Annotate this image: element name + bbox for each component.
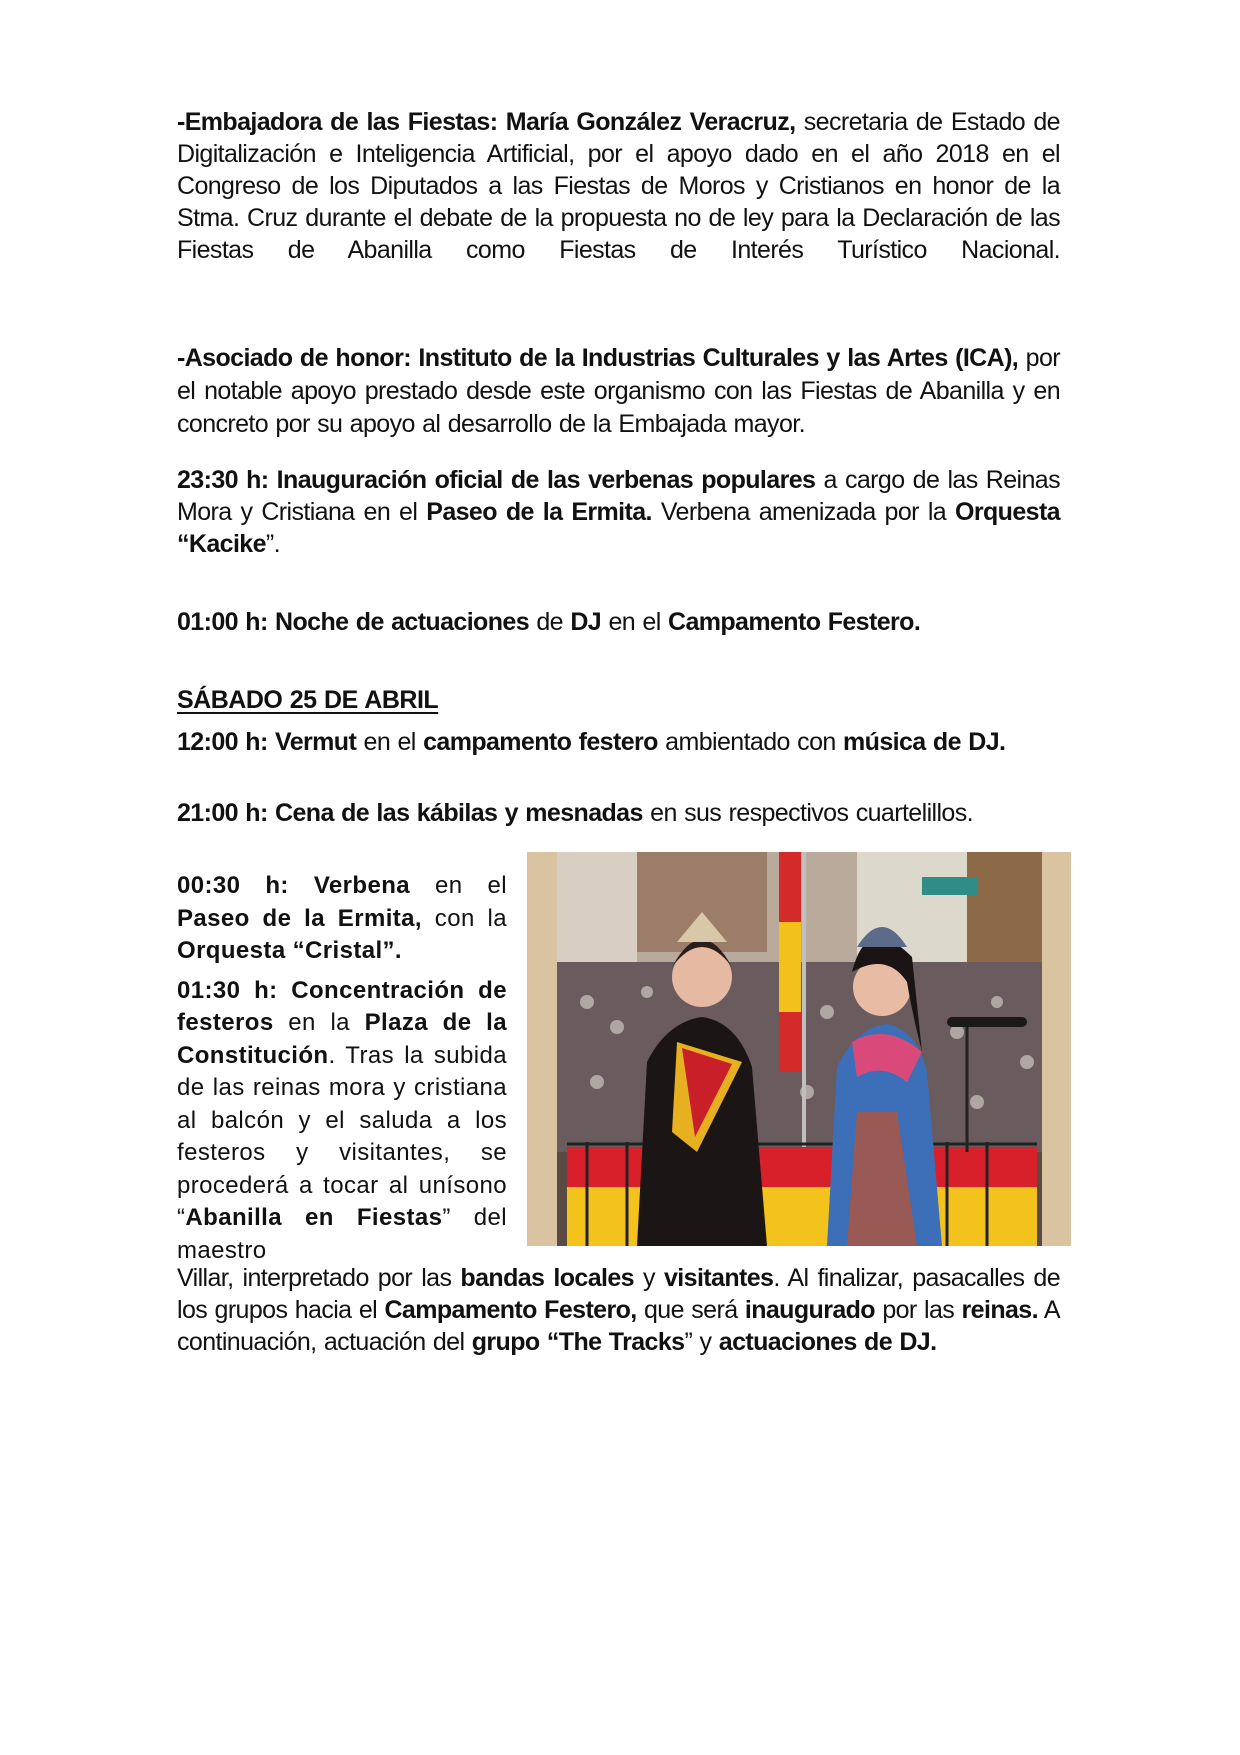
inauguracion-text-2: Verbena amenizada por la xyxy=(651,498,956,526)
paragraph-embajadora xyxy=(177,106,1060,266)
section-embajadora xyxy=(177,106,1060,266)
vermut-text-2: ambientado con xyxy=(657,728,844,756)
paragraph-noche-dj xyxy=(177,606,1060,638)
inauguracion-time-title: 23:30 h: Inauguración oficial de las verbenas populares xyxy=(177,466,816,494)
inauguracion-text-1: a cargo de las Reinas Mora y Cristiana en el xyxy=(177,466,1061,526)
cont-bandas: bandas locales xyxy=(460,1264,634,1292)
verbena-orquesta: Orquesta “Cristal”. xyxy=(177,937,402,964)
paragraph-concentracion xyxy=(177,975,507,1268)
vermut-music: música de DJ. xyxy=(843,728,1006,756)
embajadora-text: secretaria de Estado de Digitalización e Inteligencia Artificial, por el apoyo dado en el año 2018 en el Congreso de los Diputados a las Fiestas de Moros y Cristianos en honor de la Stma. Cruz durante el debate de la propuesta no de ley para la Declaración de las Fiestas de Abanilla como Fiestas de Interés Turístico Nacional. xyxy=(177,108,1060,264)
concentracion-text-3: ” del maestro xyxy=(177,1204,507,1264)
noche-dj-dj: DJ xyxy=(570,608,602,636)
section-inauguracion xyxy=(177,464,1060,560)
paragraph-asociado xyxy=(177,342,1060,441)
cont-visitantes: visitantes xyxy=(664,1264,774,1292)
paragraph-vermut xyxy=(177,726,1060,758)
paragraph-cena xyxy=(177,798,1060,829)
asociado-text: por el notable apoyo prestado desde este organismo con las Fiestas de Abanilla y en concreto por su apoyo al desarrollo de la Embajada mayor. xyxy=(177,344,1060,438)
cont-dj: actuaciones de DJ. xyxy=(718,1328,937,1356)
concentracion-plaza: Plaza de la Constitución xyxy=(177,1009,507,1069)
concentracion-title: 01:30 h: Concentración de festeros xyxy=(177,976,507,1036)
cont-text-4: que será xyxy=(636,1296,745,1324)
noche-dj-text-2: en el xyxy=(601,608,668,636)
section-noche-dj xyxy=(177,606,1060,638)
noche-dj-text-1: de xyxy=(529,608,571,636)
inauguracion-text-3: ”. xyxy=(265,530,280,558)
verbena-venue: Paseo de la Ermita, xyxy=(177,904,422,932)
inauguracion-orquesta: Orquesta “Kacike xyxy=(177,498,1060,558)
section-concentracion-continuation xyxy=(177,1262,1060,1358)
concentracion-text-1: en la xyxy=(273,1009,365,1036)
vermut-title: 12:00 h: Vermut xyxy=(177,728,357,756)
cont-text-6: A continuación, actuación del xyxy=(177,1296,1061,1356)
verbena-text-1: en el xyxy=(410,872,507,899)
section-asociado xyxy=(177,342,1060,441)
paragraph-inauguracion xyxy=(177,464,1060,560)
paragraph-continuation xyxy=(177,1262,1060,1358)
cont-campamento: Campamento Festero, xyxy=(384,1296,637,1324)
cont-text-5: por las xyxy=(874,1296,962,1324)
noche-dj-title: 01:00 h: Noche de actuaciones xyxy=(177,608,530,636)
cena-title: 21:00 h: Cena de las kábilas y mesnadas xyxy=(177,799,643,827)
vermut-text-1: en el xyxy=(356,728,424,756)
section-cena xyxy=(177,798,1060,829)
cena-text: en sus respectivos cuartelillos. xyxy=(642,799,973,827)
section-vermut xyxy=(177,726,1060,758)
paragraph-verbena xyxy=(177,870,507,968)
embajadora-label: -Embajadora de las Fiestas: María González Veracruz, xyxy=(177,108,796,136)
cont-text-3: . Al finalizar, pasacalles de los grupos hacia el xyxy=(177,1264,1060,1324)
vermut-venue: campamento festero xyxy=(423,728,658,756)
inauguracion-venue: Paseo de la Ermita. xyxy=(426,498,652,526)
cont-grupo: grupo “The Tracks xyxy=(471,1328,685,1356)
verbena-title: 00:30 h: Verbena xyxy=(177,872,411,899)
concentracion-himno: Abanilla en Fiestas xyxy=(185,1204,443,1231)
cont-reinas: reinas. xyxy=(961,1296,1038,1324)
asociado-label: -Asociado de honor: Instituto de la Industrias Culturales y las Artes (ICA), xyxy=(177,344,1019,372)
concentracion-text-2: . Tras la subida de las reinas mora y cristiana al balcón y el saluda a los festeros y visitantes, se procederá a tocar al unísono “ xyxy=(177,1041,507,1231)
wrapped-column xyxy=(177,870,507,1267)
cont-text-7: ” y xyxy=(684,1328,719,1356)
cont-text-2: y xyxy=(633,1264,664,1292)
cont-inaugurado: inaugurado xyxy=(744,1296,875,1324)
noche-dj-venue: Campamento Festero. xyxy=(668,608,921,636)
day-heading-block xyxy=(177,686,1060,715)
day-heading: SÁBADO 25 DE ABRIL xyxy=(177,686,439,714)
festival-queens-photo xyxy=(527,852,1071,1246)
verbena-text-2: con la xyxy=(421,904,508,932)
cont-text-1: Villar, interpretado por las xyxy=(177,1264,461,1292)
